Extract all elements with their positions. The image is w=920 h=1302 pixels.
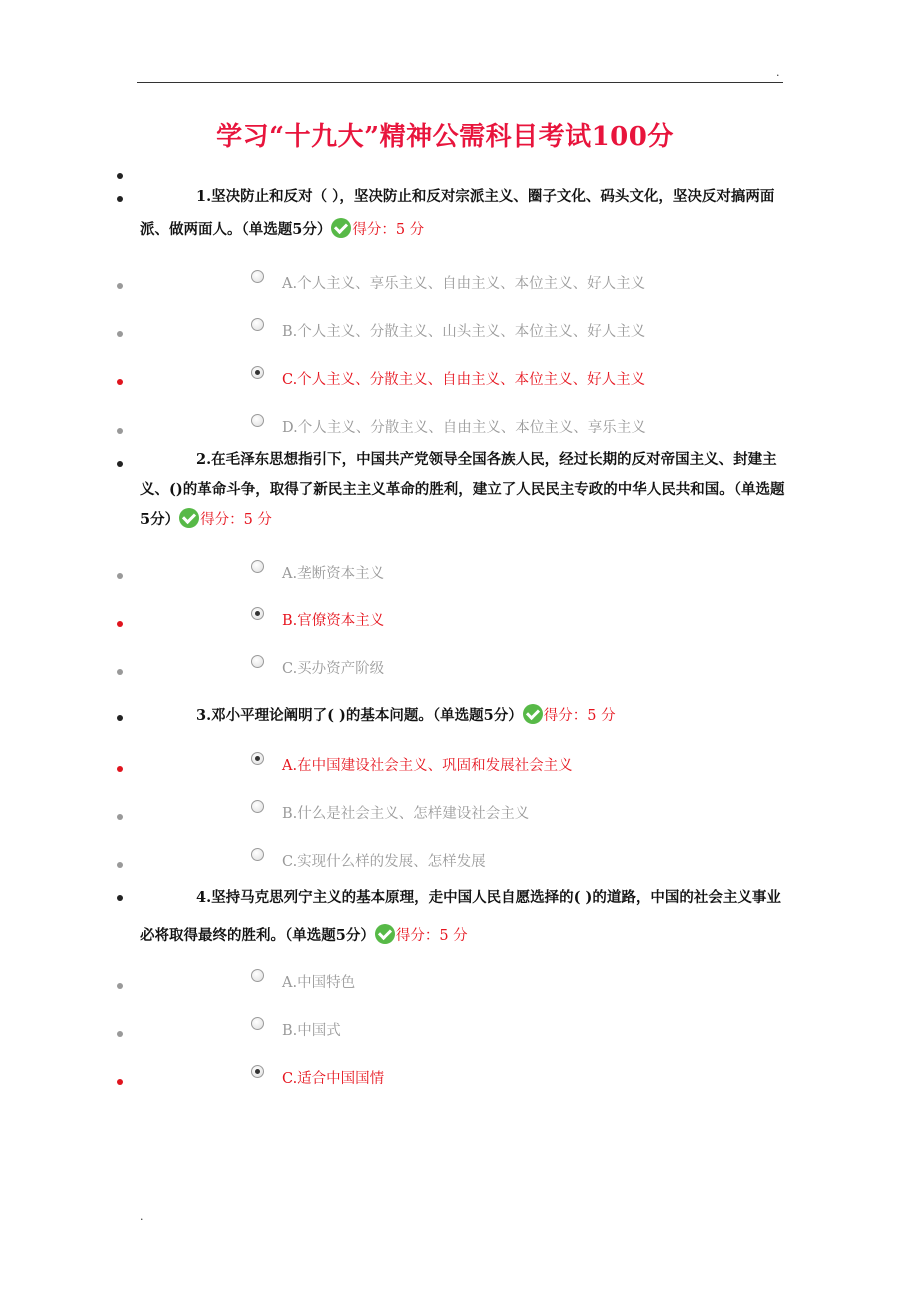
header-divider xyxy=(137,82,783,83)
radio-button[interactable] xyxy=(251,969,264,982)
option-2b[interactable] xyxy=(0,607,920,637)
option-label: A.中国特色 xyxy=(282,975,356,991)
option-4a[interactable] xyxy=(0,969,920,999)
radio-button[interactable] xyxy=(251,270,264,283)
option-2a[interactable] xyxy=(0,560,920,590)
option-label: A.在中国建设社会主义、巩固和发展社会主义 xyxy=(282,758,573,774)
question-2-score: 得分：5 分 xyxy=(200,512,272,528)
radio-button[interactable] xyxy=(251,318,264,331)
radio-button[interactable] xyxy=(251,800,264,813)
question-bullet xyxy=(117,196,123,202)
correct-check-icon xyxy=(179,508,199,528)
option-4c[interactable] xyxy=(0,1065,920,1095)
question-1-text: 1.坚决防止和反对（ ），坚决防止和反对宗派主义、圈子文化、码头文化，坚决反对搞两面派、做两面人。（单选题5分） xyxy=(140,188,775,238)
question-3-score: 得分：5 分 xyxy=(543,708,616,724)
question-bullet xyxy=(117,461,123,467)
radio-button-selected[interactable] xyxy=(251,366,264,379)
radio-button[interactable] xyxy=(251,655,264,668)
radio-button[interactable] xyxy=(251,1017,264,1030)
list-bullet xyxy=(117,173,123,179)
question-2-text: 2.在毛泽东思想指引下，中国共产党领导全国各族人民，经过长期的反对帝国主义、封建主义、()的革命斗争，取得了新民主主义革命的胜利，建立了人民民主专政的中华人民共和国。（单选题5分） xyxy=(140,451,785,528)
option-label: C.个人主义、分散主义、自由主义、本位主义、好人主义 xyxy=(282,372,646,388)
correct-check-icon xyxy=(523,704,543,724)
question-4-text: 4.坚持马克思列宁主义的基本原理，走中国人民自愿选择的( )的道路，中国的社会主义事业必将取得最终的胜利。（单选题5分） xyxy=(140,889,781,944)
correct-check-icon xyxy=(331,218,351,238)
radio-button-selected[interactable] xyxy=(251,752,264,765)
option-3a[interactable] xyxy=(0,752,920,782)
option-label: D.个人主义、分散主义、自由主义、本位主义、享乐主义 xyxy=(282,420,646,436)
radio-button[interactable] xyxy=(251,560,264,573)
question-1-score: 得分：5 分 xyxy=(352,222,425,238)
option-label: C.买办资产阶级 xyxy=(282,661,385,677)
question-3 xyxy=(140,699,785,733)
question-4-score: 得分：5 分 xyxy=(395,928,468,944)
option-2c[interactable] xyxy=(0,655,920,685)
question-bullet xyxy=(117,715,123,721)
option-label: A.垄断资本主义 xyxy=(282,566,385,582)
header-mark: . xyxy=(776,66,780,79)
radio-button[interactable] xyxy=(251,848,264,861)
option-label: A.个人主义、享乐主义、自由主义、本位主义、好人主义 xyxy=(282,276,646,292)
option-1c[interactable] xyxy=(0,366,920,396)
option-label: B.什么是社会主义、怎样建设社会主义 xyxy=(282,806,530,822)
option-4b[interactable] xyxy=(0,1017,920,1047)
radio-button-selected[interactable] xyxy=(251,1065,264,1078)
question-1 xyxy=(140,180,785,247)
option-3c[interactable] xyxy=(0,848,920,878)
footer-mark: . xyxy=(140,1210,144,1223)
option-label: C.实现什么样的发展、怎样发展 xyxy=(282,854,486,870)
option-1a[interactable] xyxy=(0,270,920,300)
page-title: 学习“十九大”精神公需科目考试100分 xyxy=(216,122,674,152)
option-label: B.个人主义、分散主义、山头主义、本位主义、好人主义 xyxy=(282,324,646,340)
question-bullet xyxy=(117,895,123,901)
radio-button-selected[interactable] xyxy=(251,607,264,620)
question-3-text: 3.邓小平理论阐明了( )的基本问题。（单选题5分） xyxy=(196,707,523,724)
option-3b[interactable] xyxy=(0,800,920,830)
radio-button[interactable] xyxy=(251,414,264,427)
option-label: B.中国式 xyxy=(282,1023,341,1039)
correct-check-icon xyxy=(375,924,395,944)
option-label: C.适合中国国情 xyxy=(282,1071,385,1087)
question-4 xyxy=(140,879,785,955)
option-1b[interactable] xyxy=(0,318,920,348)
option-label: B.官僚资本主义 xyxy=(282,613,385,629)
question-2 xyxy=(140,445,785,535)
option-1d[interactable] xyxy=(0,414,920,444)
